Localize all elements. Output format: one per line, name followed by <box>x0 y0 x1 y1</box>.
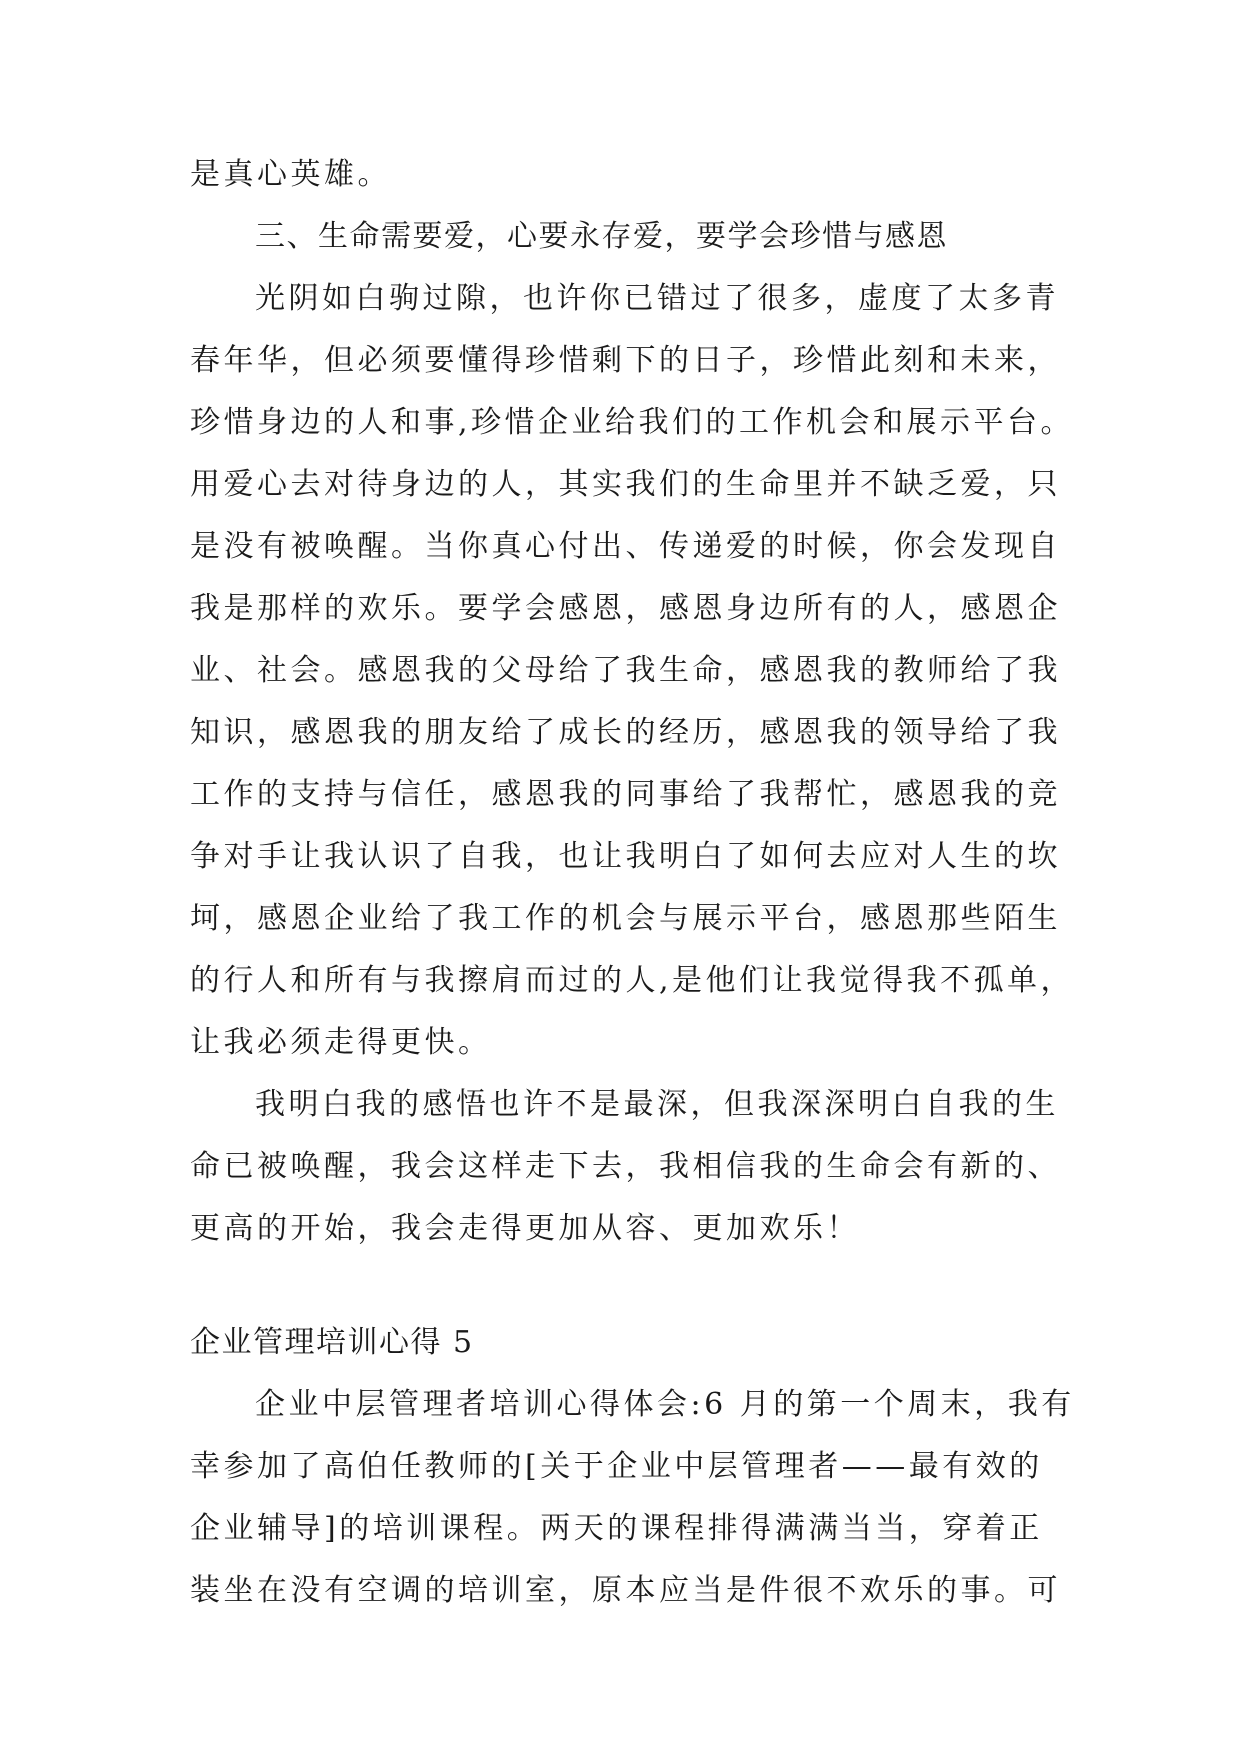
text-line: 春年华，但必须要懂得珍惜剩下的日子，珍惜此刻和未来， <box>190 343 1061 378</box>
text-line: 是真心英雄。 <box>190 157 391 192</box>
paragraph-cherish-gratitude <box>190 279 1075 1063</box>
text-line: 我明白我的感悟也许不是最深，但我深深明白自我的生 <box>255 1087 1059 1122</box>
text-line: 的行人和所有与我擦肩而过的人,是他们让我觉得我不孤单， <box>190 963 1075 998</box>
text-line: 光阴如白驹过隙，也许你已错过了很多，虚度了太多青 <box>255 281 1059 316</box>
text-line: 知识，感恩我的朋友给了成长的经历，感恩我的领导给了我 <box>190 715 1061 750</box>
text-line: 幸参加了高伯任教师的[关于企业中层管理者——最有效的 <box>190 1449 1043 1484</box>
text-line: 工作的支持与信任，感恩我的同事给了我帮忙，感恩我的竞 <box>190 777 1061 812</box>
text-line: 企业辅导]的培训课程。两天的课程排得满满当当，穿着正 <box>190 1511 1043 1546</box>
text-line: 用爱心去对待身边的人，其实我们的生命里并不缺乏爱，只 <box>190 467 1061 502</box>
document-page <box>190 155 1075 1633</box>
section-spacer <box>190 1271 1070 1323</box>
text-line: 我是那样的欢乐。要学会感恩，感恩身边所有的人，感恩企 <box>190 591 1061 626</box>
text-line: 企业中层管理者培训心得体会:6 月的第一个周末，我有 <box>255 1387 1075 1422</box>
text-line: 让我必须走得更快。 <box>190 1025 492 1060</box>
text-line: 珍惜身边的人和事,珍惜企业给我们的工作机会和展示平台。 <box>190 405 1075 440</box>
paragraph-awakening <box>190 1085 1070 1249</box>
section-heading: 三、生命需要爱，心要永存爱，要学会珍惜与感恩 <box>255 219 948 254</box>
text-line: 业、社会。感恩我的父母给了我生命，感恩我的教师给了我 <box>190 653 1061 688</box>
text-line: 装坐在没有空调的培训室，原本应当是件很不欢乐的事。可 <box>190 1573 1061 1608</box>
text-line: 坷，感恩企业给了我工作的机会与展示平台，感恩那些陌生 <box>190 901 1061 936</box>
text-line: 更高的开始，我会走得更加从容、更加欢乐！ <box>190 1211 860 1246</box>
article-title: 企业管理培训心得 5 <box>190 1325 474 1360</box>
text-line: 是没有被唤醒。当你真心付出、传递爱的时候，你会发现自 <box>190 529 1061 564</box>
text-line: 争对手让我认识了自我，也让我明白了如何去应对人生的坎 <box>190 839 1061 874</box>
text-line: 命已被唤醒，我会这样走下去，我相信我的生命会有新的、 <box>190 1149 1061 1184</box>
paragraph-training-intro <box>190 1385 1075 1611</box>
